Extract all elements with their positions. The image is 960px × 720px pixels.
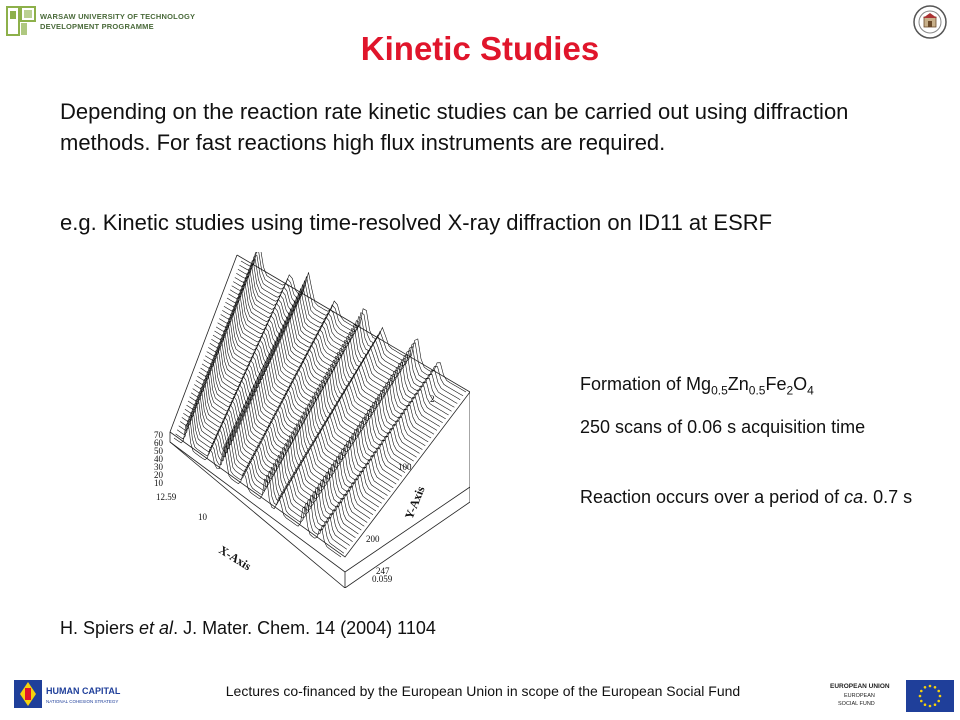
z-tick: 10 bbox=[154, 478, 163, 488]
z-tick: 20 bbox=[154, 470, 163, 480]
y-tick: 247 bbox=[376, 566, 390, 576]
eu-star-icon bbox=[934, 686, 937, 689]
slide-title: Kinetic Studies bbox=[360, 30, 600, 67]
y-tick: 100 bbox=[398, 462, 412, 472]
intro-paragraph: Depending on the reaction rate kinetic studies can be carried out using diffraction methods. For fast reactions high flux instruments are required. bbox=[60, 99, 849, 155]
diffraction-waterfall-plot bbox=[140, 252, 470, 588]
z-tick: 40 bbox=[154, 454, 163, 464]
svg-text:EUROPEAN UNION: EUROPEAN UNION bbox=[830, 683, 890, 690]
z-tick: 30 bbox=[154, 462, 163, 472]
example-paragraph: e.g. Kinetic studies using time-resolved X-ray diffraction on ID11 at ESRF bbox=[60, 210, 773, 235]
x-axis-label: X-Axis bbox=[216, 542, 254, 574]
y-tick: 0.059 bbox=[372, 574, 393, 584]
human-capital-logo bbox=[12, 676, 162, 712]
svg-text:NATIONAL COHESION STRATEGY: NATIONAL COHESION STRATEGY bbox=[46, 699, 119, 704]
eu-star-icon bbox=[939, 695, 942, 698]
eu-star-icon bbox=[924, 703, 927, 706]
x-tick: 12.59 bbox=[156, 492, 177, 502]
diffraction-trace bbox=[174, 423, 341, 557]
z-tick: 60 bbox=[154, 438, 163, 448]
human-capital-emblem-icon bbox=[14, 680, 42, 708]
chemical-formula: $Mg_{0.5}Zn_{0.5}Fe_2O_4$ bbox=[686, 374, 814, 398]
eu-star-icon bbox=[919, 695, 922, 698]
svg-text:HUMAN CAPITAL: HUMAN CAPITAL bbox=[46, 686, 121, 696]
eu-star-icon bbox=[937, 690, 940, 693]
citation: H. Spiers et al. J. Mater. Chem. 14 (2004) 1104 bbox=[60, 618, 436, 638]
svg-text:EUROPEAN: EUROPEAN bbox=[844, 693, 875, 699]
reaction-info: Reaction occurs over a period of ca. 0.7 s bbox=[580, 487, 913, 507]
eu-star-icon bbox=[934, 703, 937, 706]
z-tick: 50 bbox=[154, 446, 163, 456]
footer-text: Lectures co-financed by the European Union in scope of the European Social Fund bbox=[225, 683, 741, 699]
eu-flag-icon bbox=[906, 680, 954, 712]
y-axis-label: Y-Axis bbox=[401, 484, 428, 522]
diffraction-traces bbox=[174, 252, 466, 557]
eu-star-icon bbox=[929, 705, 932, 708]
x-tick: 10 bbox=[198, 512, 207, 522]
y-tick: 2 bbox=[430, 394, 435, 404]
university-name: WARSAW UNIVERSITY OF TECHNOLOGY DEVELOPMENT PROGRAMME bbox=[40, 12, 196, 31]
y-tick: 200 bbox=[366, 534, 380, 544]
eu-star-icon bbox=[937, 700, 940, 703]
eu-social-fund-logo bbox=[826, 676, 958, 716]
svg-text:SOCIAL FUND: SOCIAL FUND bbox=[838, 701, 875, 707]
scans-info: 250 scans of 0.06 s acquisition time bbox=[580, 417, 866, 437]
eu-star-icon bbox=[929, 685, 932, 688]
eu-star-icon bbox=[920, 690, 923, 693]
formation-label: Formation of $Mg_{0.5}Zn_{0.5}Fe_2O_4$ bbox=[580, 374, 814, 398]
eu-star-icon bbox=[920, 700, 923, 703]
eu-star-icon bbox=[924, 686, 927, 689]
z-tick: 70 bbox=[154, 430, 163, 440]
